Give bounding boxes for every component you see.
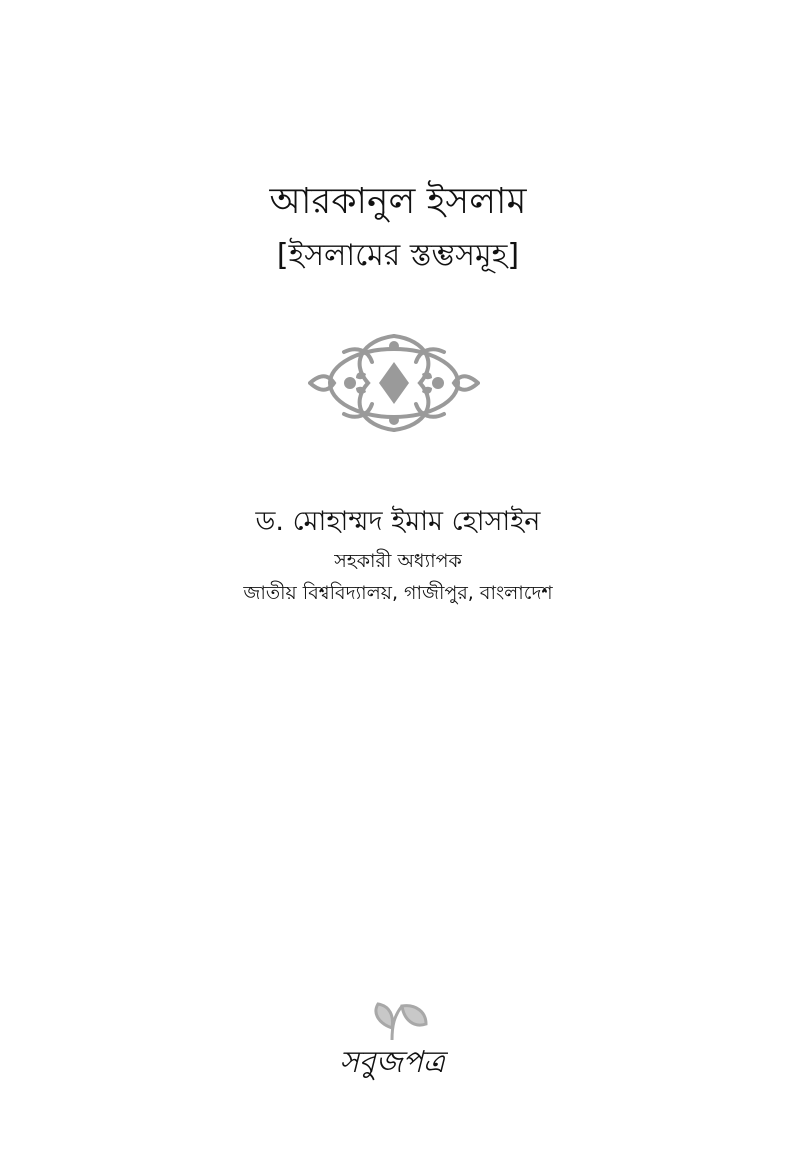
book-subtitle: [ইসলামের স্তম্ভসমূহ] [276,238,520,273]
author-name: ড. মোহাম্মদ ইমাম হোসাইন [255,506,541,537]
publisher-logo [336,998,448,1082]
leaf-icon [336,998,448,1082]
book-title: আরকানুল ইসলাম [269,181,527,222]
author-affiliation: জাতীয় বিশ্ববিদ্যালয়, গাজীপুর, বাংলাদেশ [243,582,553,604]
publisher-logo-text: সবুজপত্র [339,1045,445,1080]
author-designation: সহকারী অধ্যাপক [334,550,462,572]
floral-ornament-icon [308,328,480,438]
